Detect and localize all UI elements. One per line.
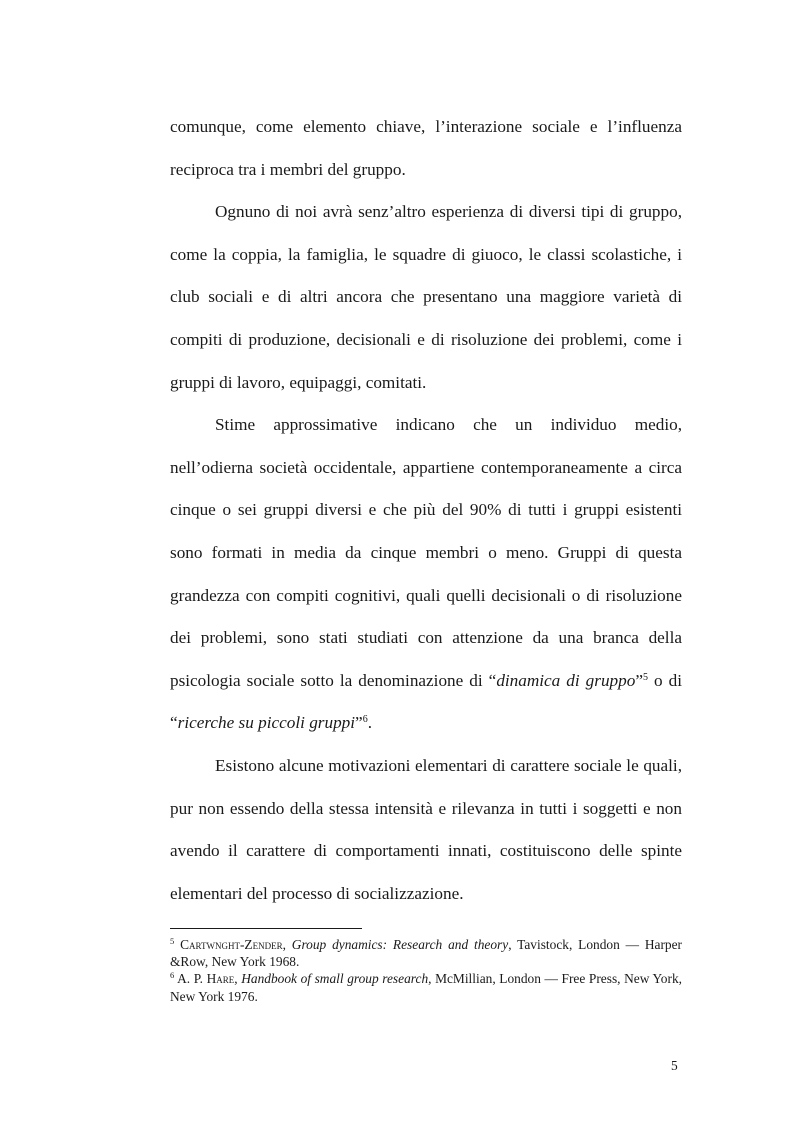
footnote-6-title: Handbook of small group research: [241, 971, 429, 987]
footnote-ref-5: 5: [642, 671, 648, 683]
footnote-5-author: Cartwnght-Zender: [180, 937, 283, 952]
footnote-6: [170, 970, 682, 1004]
footnote-6-author: Hare: [206, 971, 235, 987]
paragraph-3-middle: o di “: [170, 670, 682, 733]
footnote-6-number: 6: [170, 970, 175, 981]
footnote-5-sep: ,: [282, 937, 292, 952]
footnote-separator: [170, 928, 362, 929]
closing-quote-2: ”: [355, 713, 363, 733]
term-dinamica-di-gruppo: dinamica di gruppo: [496, 670, 636, 690]
paragraph-3: [170, 404, 682, 745]
footnote-5-rest: , Tavistock, London — Harper &Row, New York 1968.: [170, 937, 682, 970]
footnote-ref-6: 6: [362, 714, 368, 726]
paragraph-2: Ognuno di noi avrà senz’altro esperienza di diversi tipi di gruppo, come la coppia, la famiglia, le squadre di giuoco, le classi scolastiche, i club sociali e di altri ancora che presentano una maggiore varietà di compiti di produzione, decisionali e di risoluzione dei problemi, come i gruppi di lavoro, equipaggi, comitati.: [170, 202, 682, 392]
footnote-6-rest: , McMillian, London — Free Press, New York, New York 1976.: [170, 971, 682, 1004]
footnote-5-number: 5: [170, 936, 175, 946]
footnote-6-sep: ,: [234, 971, 242, 987]
closing-quote-1: ”: [635, 670, 643, 690]
page-number: 5: [671, 1058, 678, 1073]
term-ricerche-su-piccoli-gruppi: ricerche su piccoli gruppi: [177, 713, 356, 733]
main-text: [170, 106, 682, 915]
paragraph-3-end: .: [367, 713, 372, 733]
paragraph-4: Esistono alcune motivazioni elementari di carattere sociale le quali, pur non essendo della stessa intensità e rilevanza in tutti i soggetti e non avendo il carattere di comportamenti innati, costituiscono delle spinte elementari del processo di socializzazione.: [170, 755, 682, 903]
paragraph-1: comunque, come elemento chiave, l’interazione sociale e l’influenza reciproca tra i membri del gruppo.: [170, 117, 682, 179]
footnote-5-title: Group dynamics: Research and theory: [291, 937, 509, 952]
footnote-5: [170, 936, 682, 970]
footnote-6-prefix: A. P.: [174, 971, 207, 987]
footnotes: [170, 936, 682, 1005]
paragraph-3-text: Stime approssimative indicano che un individuo medio, nell’odierna società occidentale, appartiene contemporaneamente a circa cinque o sei gruppi diversi e che più del 90% di tutti i gruppi esistenti sono formati in media da cinque membri o meno. Gruppi di questa grandezza con compiti cognitivi, quali quelli decisionali o di risoluzione dei problemi, sono stati studiati con attenzione da una branca della psicologia sociale sotto la denominazione di “: [170, 415, 682, 690]
